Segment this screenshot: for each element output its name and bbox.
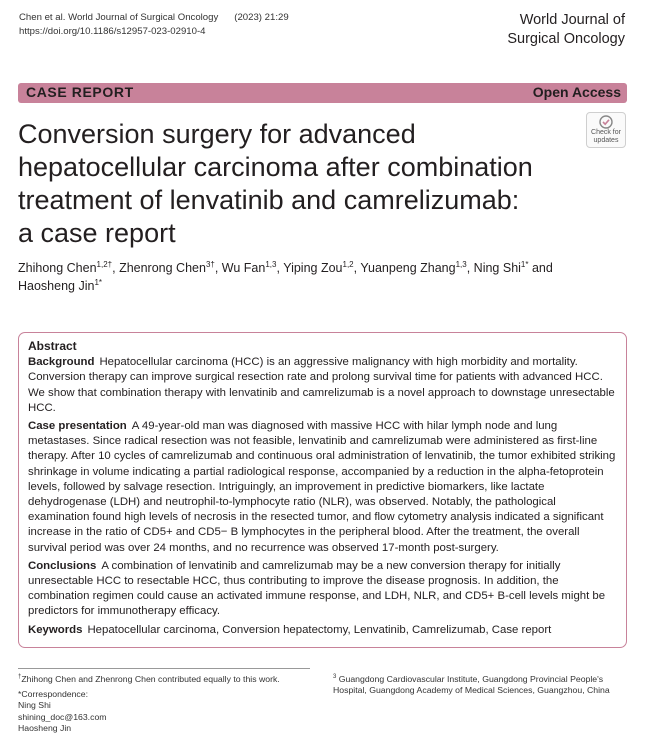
footnote-divider [18, 668, 310, 669]
doi-link[interactable]: https://doi.org/10.1186/s12957-023-02910-4 [19, 26, 206, 37]
check-for-updates-button[interactable]: Check for updates [586, 112, 626, 148]
year-volume: (2023) 21:29 [234, 12, 289, 23]
author[interactable]: Yuanpeng Zhang [360, 261, 456, 275]
footnote-equal-contribution: †Zhihong Chen and Zhenrong Chen contributed equally to this work. [18, 673, 280, 684]
author[interactable]: Zhihong Chen [18, 261, 97, 275]
author[interactable]: Haosheng Jin [18, 279, 95, 293]
article-type-band [18, 83, 627, 103]
author[interactable]: Ning Shi [473, 261, 521, 275]
check-updates-icon [599, 115, 613, 129]
correspondence-block: *Correspondence: Ning Shi shining_doc@163.com Haosheng Jin [18, 689, 218, 734]
journal-name: World Journal of Surgical Oncology [507, 12, 625, 47]
abstract-case-presentation: Case presentation A 49-year-old man was diagnosed with massive HCC with hilar lymph node and lung metastases. Since radical resection was not feasible, lenvatinib and camrelizumab were administered as first-line therapy. After 10 cycles of camrelizumab and continuous oral administration of lenvatinib, the tumor exhibited striking shrinkage in volume indicating a partial radiological response, accompanied by a reduction in the alpha-fetoprotein levels, followed by salvage resection. Intriguingly, an improvement in predictive biomarkers, like lactate dehydrogenase (LDH) and neutrophil-to-lymphocyte ratio (NLR), was observed. Notably, the pathological examination found high levels of necrosis in the resected tumor, and flow cytometry analysis indicated a significant increase in the ratio of CD5+ and CD5− B lymphocytes in the peripheral blood. After the treatment, the overall survival period was over 24 months, and no recurrence was observed 17-month post-surgery. [28, 420, 616, 554]
author[interactable]: Zhenrong Chen [119, 261, 206, 275]
abstract-background: Background Hepatocellular carcinoma (HCC) is an aggressive malignancy with high morbidity and mortality. Conversion therapy can improve surgical resection rate and prolong survival time for patients with advanced HCC. We show that combination therapy with lenvatinib and camrelizumab is a novel approach to downstage unresectable HCC. [28, 356, 615, 414]
abstract-heading: Abstract [28, 339, 77, 353]
abstract-box [18, 332, 627, 648]
citation: Chen et al. World Journal of Surgical Oncology [19, 12, 219, 23]
open-access-label: Open Access [532, 84, 621, 100]
author-list: Zhihong Chen$^{1,2\dagger}$, Zhenrong Chen$^{3\dagger}$, Wu Fan$^{1,3}$, Yiping Zou$^{1,2}$, Yuanpeng Zhang$^{1,3}$, Ning Shi$^{1*}$ and Haosheng Jin$^{1*}$ [18, 259, 553, 293]
correspondence-email[interactable]: shining_doc@163.com [18, 711, 107, 722]
affiliation-footnote: $^3$ Guangdong Cardiovascular Institute, Guangdong Provincial People's Hospital, Guangdong Academy of Medical Sciences, Guangzhou, China [333, 673, 610, 696]
abstract-keywords: Keywords Hepatocellular carcinoma, Conversion hepatectomy, Lenvatinib, Camrelizumab, Case report [28, 623, 552, 636]
article-type: CASE REPORT [26, 84, 134, 100]
author[interactable]: Yiping Zou [283, 261, 343, 275]
running-header [19, 11, 289, 39]
abstract-conclusions: Conclusions A combination of lenvatinib and camrelizumab may be a new conversion therapy for initially unresectable HCC to resectable HCC, thus contributing to improve the disease prognosis. In addition, the combination regimen could cause an activated immune response, and LDH, NLR, and CD5+ B-cell levels might be predictors for immunotherapy efficacy. [28, 559, 606, 618]
article-title: Conversion surgery for advanced hepatocellular carcinoma after combination treatment of lenvatinib and camrelizumab: a case report [18, 119, 533, 248]
author[interactable]: Wu Fan [221, 261, 266, 275]
